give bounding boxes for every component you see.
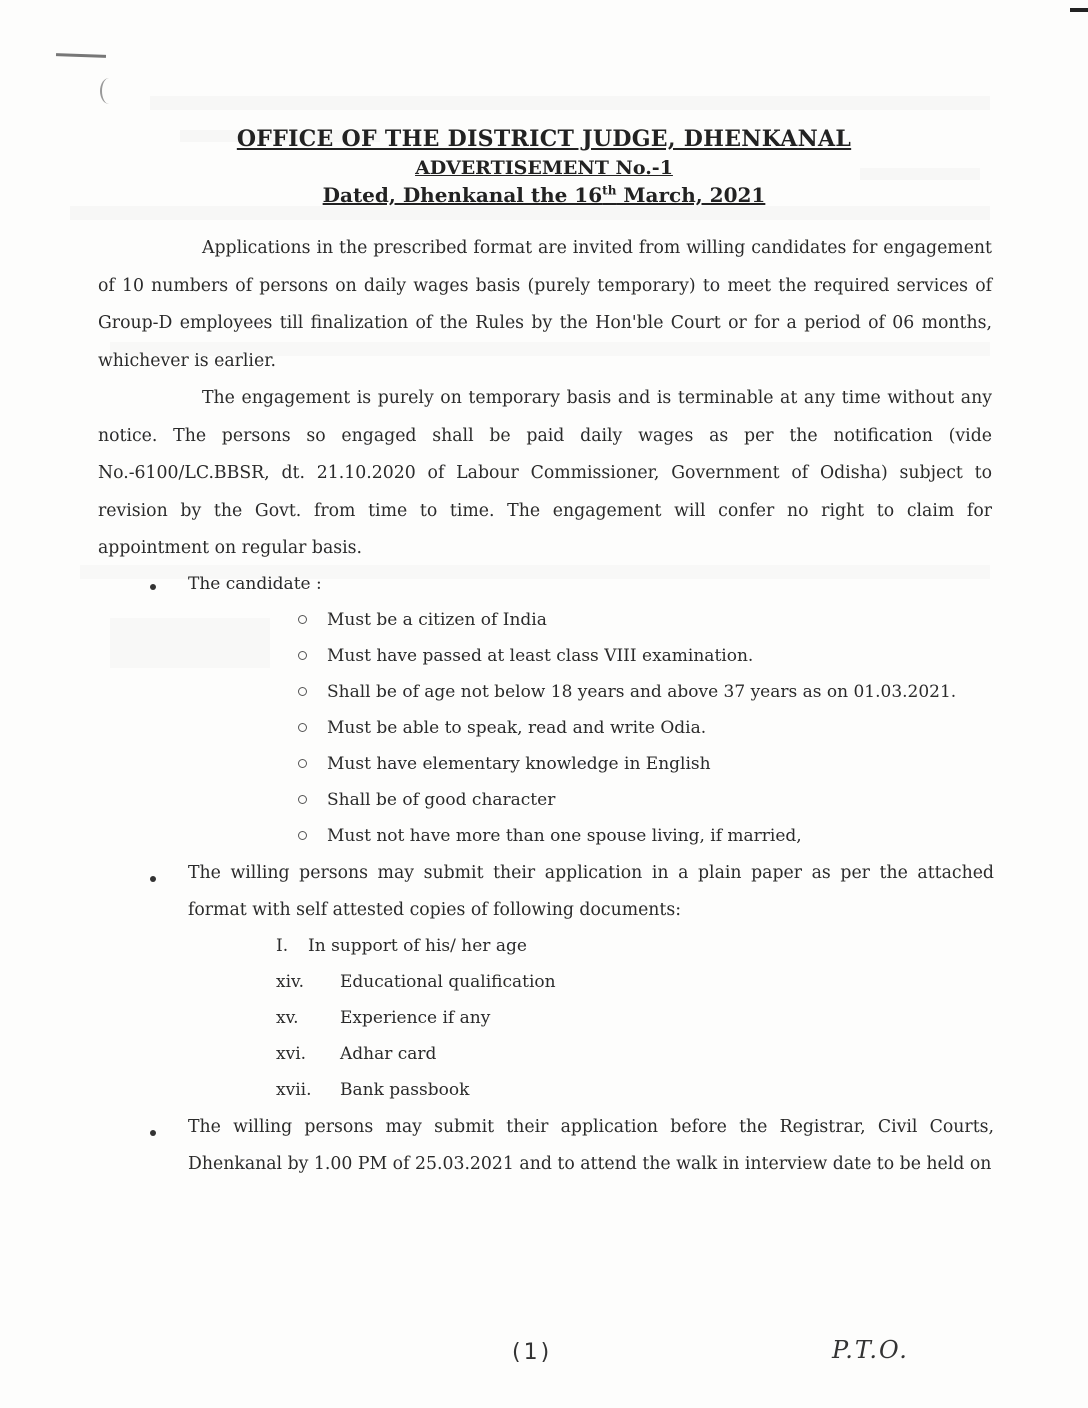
condition-text: Must not have more than one spouse living, if married, bbox=[327, 826, 802, 846]
scan-mark bbox=[100, 78, 118, 104]
condition-item bbox=[298, 610, 547, 630]
candidate-intro: The candidate : bbox=[188, 574, 322, 594]
paragraph-invitation: Applications in the prescribed format are invited from willing candidates for engagement of 10 numbers of persons on daily wages basis (purely temporary) to meet the required services of Group-D employees till finalization of the Rules by the Hon'ble Court or for a period of 06 months, whichever is earlier. bbox=[98, 238, 992, 371]
condition-text: Shall be of good character bbox=[327, 790, 556, 810]
circle-bullet-icon bbox=[298, 615, 307, 624]
document-number: xvii. bbox=[276, 1080, 312, 1100]
submission-text: The willing persons may submit their application in a plain paper as per the attached format with self attested copies of following documents: bbox=[188, 863, 994, 920]
paragraph-terms: The engagement is purely on temporary basis and is terminable at any time without any notice. The persons so engaged shall be paid daily wages as per the notification (vide No.-6100/LC.BBSR, dt. 21.10.2020 of Labour Commissioner, Government of Odisha) subject to revision by the Govt. from time to time. The engagement will confer no right to claim for appointment on regular basis. bbox=[98, 388, 992, 558]
document-number: xiv. bbox=[276, 972, 305, 992]
condition-item bbox=[298, 682, 956, 702]
document-label: In support of his/ her age bbox=[308, 936, 527, 956]
scan-mark bbox=[56, 53, 106, 58]
condition-item bbox=[298, 754, 711, 774]
document-label: Bank passbook bbox=[340, 1080, 470, 1100]
circle-bullet-icon bbox=[298, 759, 307, 768]
condition-item bbox=[298, 718, 706, 738]
document-label: Experience if any bbox=[340, 1008, 491, 1028]
bullet-icon bbox=[150, 1130, 156, 1136]
office-title: OFFICE OF THE DISTRICT JUDGE, DHENKANAL bbox=[236, 126, 852, 152]
bullet-icon bbox=[150, 876, 156, 882]
condition-item bbox=[298, 646, 753, 666]
bullet-icon bbox=[150, 584, 156, 590]
page-number: (1) bbox=[512, 1340, 553, 1365]
circle-bullet-icon bbox=[298, 795, 307, 804]
date-suffix: March, 2021 bbox=[616, 183, 766, 207]
document-item bbox=[276, 1044, 436, 1064]
document-item bbox=[276, 1080, 469, 1100]
document-number: xvi. bbox=[276, 1044, 307, 1064]
document-item bbox=[276, 936, 527, 956]
document-item bbox=[276, 972, 556, 992]
condition-item bbox=[298, 790, 555, 810]
advertisement-number: ADVERTISEMENT No.-1 bbox=[415, 157, 673, 179]
bleed-through bbox=[110, 618, 270, 668]
condition-text: Must be able to speak, read and write Odia. bbox=[327, 718, 707, 738]
date-ordinal: th bbox=[602, 183, 617, 198]
date-line bbox=[0, 183, 1088, 207]
condition-item bbox=[298, 826, 802, 846]
document-label: Adhar card bbox=[340, 1044, 437, 1064]
circle-bullet-icon bbox=[298, 831, 307, 840]
document-number: xv. bbox=[276, 1008, 299, 1028]
bleed-through bbox=[70, 206, 990, 220]
date-prefix: Dated, Dhenkanal the 16 bbox=[322, 183, 603, 207]
condition-text: Must have elementary knowledge in English bbox=[327, 754, 711, 774]
pto-note: P.T.O. bbox=[832, 1336, 909, 1364]
circle-bullet-icon bbox=[298, 723, 307, 732]
document-number: I. bbox=[276, 936, 289, 956]
circle-bullet-icon bbox=[298, 687, 307, 696]
condition-text: Must be a citizen of India bbox=[327, 610, 547, 630]
condition-text: Must have passed at least class VIII examination. bbox=[327, 646, 754, 666]
deadline-text: The willing persons may submit their application before the Registrar, Civil Courts, Dhenkanal by 1.00 PM of 25.03.2021 and to attend the walk in interview date to be held on bbox=[188, 1117, 994, 1174]
bleed-through bbox=[150, 96, 990, 110]
circle-bullet-icon bbox=[298, 651, 307, 660]
scan-mark bbox=[1070, 8, 1088, 12]
condition-text: Shall be of age not below 18 years and above 37 years as on 01.03.2021. bbox=[327, 682, 957, 702]
document-label: Educational qualification bbox=[340, 972, 556, 992]
document-item bbox=[276, 1008, 490, 1028]
